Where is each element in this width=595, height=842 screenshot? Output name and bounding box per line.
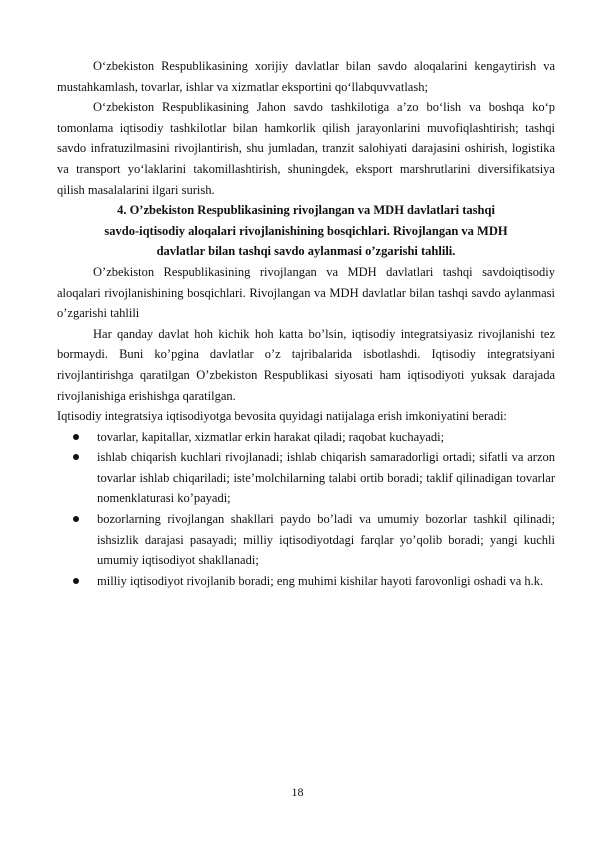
bullet-icon: [73, 516, 79, 522]
section-heading: [57, 200, 555, 262]
list-item: [57, 571, 555, 592]
bullet-icon: [73, 578, 79, 584]
list-item: [57, 447, 555, 509]
list-item-text: tovarlar, kapitallar, xizmatlar erkin harakat qiladi; raqobat kuchayadi;: [97, 429, 445, 444]
list-item: [57, 427, 555, 448]
paragraph-stages: O’zbekiston Respublikasining rivojlangan va MDH davlatlari tashqi savdoiqtisodiy aloqalari rivojlanishining bosqichlari. Rivojlangan va MDH davlatlar bilan tashqi savdo aylanmasi o’zgarishi tahlili: [57, 264, 555, 321]
paragraph-trade-relations: O‘zbekiston Respublikasining xorijiy davlatlar bilan savdo aloqalarini kengaytirish va mustahkamlash, tovarlar, ishlar va xizmatlar eksportini qo‘llabquvvatlash;: [57, 59, 555, 94]
section-heading-line-3: davlatlar bilan tashqi savdo aylanmasi o’zgarishi tahlili.: [156, 244, 456, 259]
list-item-text: bozorlarning rivojlangan shakllari paydo bo’ladi va umumiy bozorlar tashkil qilinadi; ishsizlik darajasi pasayadi; milliy iqtisodiyotdagi farqlar yo’qolib boradi; yangi kuchli umumiy iqtisodiyot shakllanadi;: [97, 512, 555, 568]
paragraph-wto-coordination: O‘zbekiston Respublikasining Jahon savdo tashkilotiga a’zo bo‘lish va boshqa ko‘p tomonlama iqtisodiy tashkilotlar bilan hamkorlik qilish jarayonlarini muvofiqlashtirish; tashqi savdo infratuzilmasini rivojlantirish, shu jumladan, tranzit salohiyati darajasini oshirish, logistika va transport yo‘laklarini takomillashtirish, shuningdek, eksport marshrutlarini diversifikatsiya qilish masalalarini ilgari surish.: [57, 100, 555, 197]
list-item: [57, 509, 555, 571]
bullet-icon: [73, 454, 79, 460]
benefits-list: [57, 427, 555, 592]
list-item-text: ishlab chiqarish kuchlari rivojlanadi; ishlab chiqarish samaradorligi ortadi; sifatli va arzon tovarlar ishlab chiqariladi; iste’molchilarning talabi ortib boradi; taklif qilinadigan tovarlar nomenklaturasi ko’payadi;: [97, 450, 555, 506]
document-page: [57, 56, 555, 591]
section-heading-line-1: 4. O’zbekiston Respublikasining rivojlangan va MDH davlatlari tashqi: [117, 203, 495, 218]
list-item-text: milliy iqtisodiyot rivojlanib boradi; eng muhimi kishilar hayoti farovonligi oshadi va h.k.: [97, 573, 544, 588]
bullet-icon: [73, 434, 79, 440]
paragraph-integration: Har qanday davlat hoh kichik hoh katta bo’lsin, iqtisodiy integratsiyasiz rivojlanishi tez bormaydi. Buni ko’pgina davlatlar o’z tajribalarida isbotlashdi. Iqtisodiy integratsiyani rivojlantirishga qaratilgan O’zbekiston Respublikasi siyosati ham iqtisodiyoti yuksak darajada rivojlanishiga erishishga qaratilgan.: [57, 326, 555, 403]
page-number: 18: [291, 785, 304, 799]
paragraph-list-intro: Iqtisodiy integratsiya iqtisodiyotga bevosita quyidagi natijalaga erish imkoniyatini beradi:: [57, 409, 507, 424]
section-heading-line-2: savdo-iqtisodiy aloqalari rivojlanishining bosqichlari. Rivojlangan va MDH: [104, 223, 508, 238]
